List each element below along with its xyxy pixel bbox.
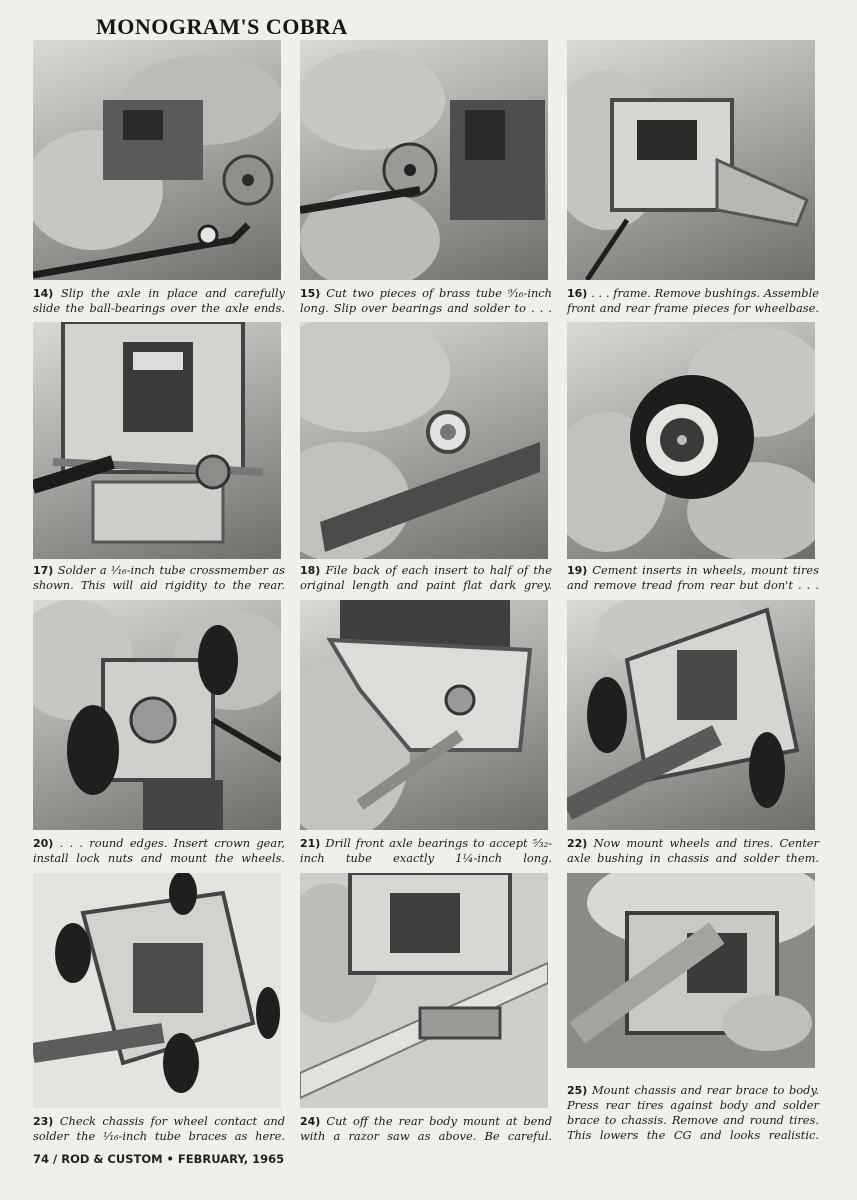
photo-step-17: [33, 322, 281, 559]
caption-step-18: 18) File back of each insert to half of the original length and paint flat dark grey.: [300, 563, 552, 592]
caption-step-14: 14) Slip the axle in place and carefully slide the ball-bearings over the axle ends.: [33, 286, 285, 315]
photo-step-23: [33, 873, 281, 1108]
caption-step-15: 15) Cut two pieces of brass tube ⁹⁄₁₆-inch long. Slip over bearings and solder to . . .: [300, 286, 553, 315]
photo-step-20: [33, 600, 281, 830]
caption-step-16: 16) . . . frame. Remove bushings. Assemble front and rear frame pieces for wheelbase.: [567, 286, 819, 315]
photo-step-21: [300, 600, 548, 830]
caption-step-20: 20) . . . round edges. Insert crown gear, install lock nuts and mount the wheels.: [33, 836, 286, 865]
photo-step-22: [567, 600, 815, 830]
caption-step-23: 23) Check chassis for wheel contact and solder the ¹⁄₁₆-inch tube braces as here.: [33, 1114, 285, 1143]
caption-step-19: 19) Cement inserts in wheels, mount tires and remove tread from rear but don't . . .: [567, 563, 820, 592]
caption-step-25: 25) Mount chassis and rear brace to body. Press rear tires against body and solder brace to chassis. Remove and round tires. This lowers the CG and looks realistic.: [567, 1083, 820, 1142]
photo-step-14: [33, 40, 281, 280]
photo-step-16: [567, 40, 815, 280]
page-footer: 74 / ROD & CUSTOM • FEBRUARY, 1965: [33, 1152, 285, 1166]
photo-step-18: [300, 322, 548, 559]
page-title: MONOGRAM'S COBRA: [96, 14, 348, 39]
caption-step-17: 17) Solder a ¹⁄₁₆-inch tube crossmember as shown. This will aid rigidity to the rear.: [33, 563, 285, 592]
photo-step-19: [567, 322, 815, 559]
photo-step-24: [300, 873, 548, 1108]
caption-step-21: 21) Drill front axle bearings to accept ⁵⁄₃₂-inch tube exactly 1¼-inch long.: [300, 836, 552, 865]
caption-step-22: 22) Now mount wheels and tires. Center axle bushing in chassis and solder them.: [567, 836, 819, 865]
photo-step-15: [300, 40, 548, 280]
photo-step-25: [567, 873, 815, 1068]
caption-step-24: 24) Cut off the rear body mount at bend with a razor saw as above. Be careful.: [300, 1114, 552, 1143]
